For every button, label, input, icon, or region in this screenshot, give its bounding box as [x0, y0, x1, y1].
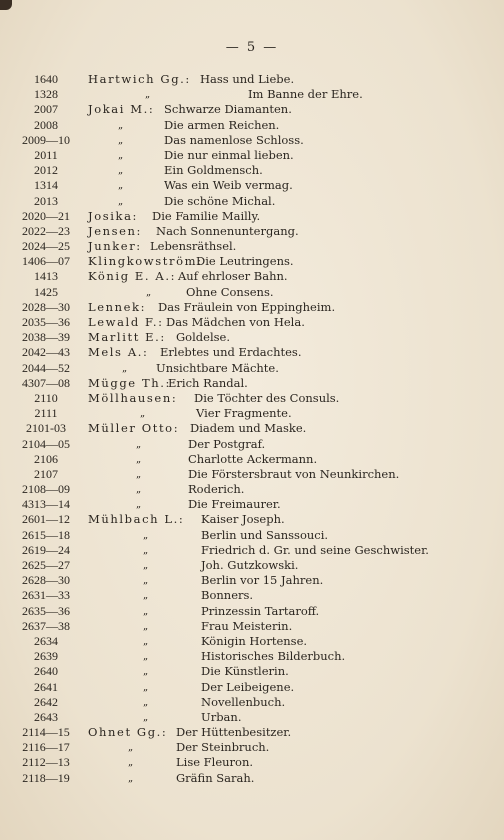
entry-title: Was ein Weib vermag. [164, 178, 293, 193]
entry-number: 1640 [34, 72, 58, 86]
entry-number: 2044—52 [22, 360, 70, 375]
list-item [0, 361, 504, 376]
list-item [0, 72, 504, 87]
entry-title: Urban. [201, 709, 242, 724]
ditto-mark: „ [136, 468, 142, 480]
entry-title: Frau Meisterin. [201, 618, 293, 633]
entry-title: Diadem und Maske. [190, 421, 307, 436]
list-item [0, 330, 504, 345]
entry-title: Erlebtes und Erdachtes. [160, 345, 302, 360]
entry-number: 2012 [34, 163, 58, 178]
entry-number: 2637—38 [22, 618, 70, 633]
entry-title: Die Künstlerin. [201, 664, 289, 679]
entry-author: Lennek: [88, 299, 147, 314]
entry-number: 2625—27 [22, 558, 70, 572]
ditto-mark: „ [143, 590, 149, 602]
list-item [0, 482, 504, 497]
entry-title: Der Leibeigene. [201, 679, 295, 694]
entry-title: Joh. Gutzkowski. [201, 558, 299, 572]
list-item [0, 467, 504, 482]
entry-number: 1314 [34, 178, 58, 193]
list-item [0, 604, 504, 619]
ditto-mark: „ [143, 544, 149, 556]
list-item [0, 163, 504, 178]
list-item [0, 725, 504, 740]
entry-number: 2106 [34, 451, 58, 466]
entry-title: Lebensräthsel. [150, 239, 237, 254]
entry-title: Gräfin Sarah. [176, 770, 255, 785]
entry-number: 2628—30 [22, 573, 70, 588]
entry-author: Mels A.: [88, 345, 149, 360]
entry-number: 2035—36 [22, 315, 70, 329]
entry-number: 2108—09 [22, 482, 70, 497]
ditto-mark: „ [143, 651, 149, 663]
entry-title: Prinzessin Tartaroff. [201, 603, 320, 618]
entry-number: 1328 [34, 87, 58, 102]
ditto-mark: „ [118, 134, 124, 146]
entry-title: Ein Goldmensch. [164, 163, 263, 178]
entry-author: Ohnet Gg.: [88, 725, 168, 740]
entry-title: Im Banne der Ehre. [248, 87, 363, 102]
list-item [0, 148, 504, 163]
catalog-list [0, 72, 504, 786]
list-item [0, 680, 504, 695]
entry-number: 1425 [34, 284, 58, 299]
entry-title: Schwarze Diamanten. [164, 102, 292, 117]
entry-number: 1406—07 [22, 254, 70, 269]
list-item [0, 87, 504, 102]
entry-title: Hass und Liebe. [200, 72, 295, 86]
entry-title: Berlin vor 15 Jahren. [201, 573, 324, 588]
entry-title: Das Mädchen von Hela. [166, 315, 305, 329]
entry-number: 2022—23 [22, 223, 70, 238]
entry-title: Das Fräulein von Eppingheim. [158, 299, 336, 314]
list-item [0, 102, 504, 117]
ditto-mark: „ [146, 286, 152, 298]
entry-title: Charlotte Ackermann. [188, 451, 318, 466]
entry-title: Der Steinbruch. [176, 740, 270, 755]
ditto-mark: „ [143, 711, 149, 723]
list-item [0, 376, 504, 391]
list-item [0, 421, 504, 436]
entry-title: Roderich. [188, 482, 245, 497]
entry-title: Lise Fleuron. [176, 755, 254, 770]
list-item [0, 573, 504, 588]
entry-title: Königin Hortense. [201, 633, 308, 648]
entry-number: 2118—19 [22, 770, 70, 785]
list-item [0, 528, 504, 543]
entry-number: 2028—30 [22, 299, 70, 314]
entry-title: Die Förstersbraut von Neunkirchen. [188, 466, 400, 481]
entry-number: 2101-03 [26, 421, 66, 436]
list-item [0, 391, 504, 406]
ditto-mark: „ [140, 408, 146, 420]
entry-number: 2008 [34, 117, 58, 132]
list-item [0, 194, 504, 209]
entry-title: Der Postgraf. [188, 436, 266, 451]
entry-number: 2635—36 [22, 603, 70, 618]
ditto-mark: „ [143, 605, 149, 617]
entry-title: Historisches Bilderbuch. [201, 649, 346, 664]
list-item [0, 649, 504, 664]
ditto-mark: „ [136, 453, 142, 465]
entry-title: Das namenlose Schloss. [164, 132, 304, 147]
entry-title: Unsichtbare Mächte. [156, 360, 279, 375]
ditto-mark: „ [143, 681, 149, 693]
entry-title: Auf ehrloser Bahn. [178, 269, 288, 284]
entry-number: 2104—05 [22, 436, 70, 451]
list-item [0, 558, 504, 573]
entry-title: Die Leutringens. [196, 254, 294, 269]
list-item [0, 118, 504, 133]
ditto-mark: „ [118, 195, 124, 207]
entry-title: Die Töchter des Consuls. [194, 390, 340, 405]
entry-title: Novellenbuch. [201, 694, 286, 709]
ditto-mark: „ [143, 529, 149, 541]
list-item [0, 497, 504, 512]
entry-author: Klingkowström: [88, 254, 203, 269]
entry-title: Erich Randal. [168, 375, 248, 390]
entry-title: Nach Sonnenuntergang. [156, 223, 299, 238]
ditto-mark: „ [143, 575, 149, 587]
entry-title: Kaiser Joseph. [201, 512, 285, 527]
list-item [0, 285, 504, 300]
entry-number: 4307—08 [22, 375, 70, 390]
ditto-mark: „ [118, 180, 124, 192]
entry-author: Junker: [88, 239, 142, 254]
list-item [0, 209, 504, 224]
entry-number: 2116—17 [22, 740, 70, 755]
ditto-mark: „ [143, 620, 149, 632]
list-item [0, 300, 504, 315]
entry-author: Hartwich Gg.: [88, 72, 191, 86]
entry-number: 2601—12 [22, 512, 70, 527]
entry-number: 2110 [34, 390, 58, 405]
list-item [0, 178, 504, 193]
list-item [0, 345, 504, 360]
entry-number: 2114—15 [22, 725, 70, 740]
entry-number: 2639 [34, 649, 58, 664]
entry-number: 2634 [34, 633, 58, 648]
entry-title: Die schöne Michal. [164, 193, 276, 208]
list-item [0, 710, 504, 725]
entry-number: 2643 [34, 709, 58, 724]
ditto-mark: „ [145, 89, 151, 101]
entry-number: 2038—39 [22, 330, 70, 345]
entry-title: Bonners. [201, 588, 254, 603]
ditto-mark: „ [118, 149, 124, 161]
list-item [0, 634, 504, 649]
entry-title: Berlin und Sanssouci. [201, 527, 329, 542]
list-item [0, 315, 504, 330]
entry-number: 2111 [34, 406, 58, 421]
ink-corner-mark [0, 0, 12, 10]
entry-number: 2020—21 [22, 208, 70, 223]
list-item [0, 452, 504, 467]
entry-author: Müller Otto: [88, 421, 180, 436]
ditto-mark: „ [128, 772, 134, 784]
ditto-mark: „ [136, 438, 142, 450]
entry-number: 2024—25 [22, 239, 70, 254]
list-item [0, 543, 504, 558]
entry-author: Jokai M.: [88, 102, 155, 117]
entry-number: 2619—24 [22, 542, 70, 557]
list-item [0, 406, 504, 421]
entry-title: Goldelse. [176, 330, 230, 345]
list-item [0, 512, 504, 527]
ditto-mark: „ [136, 484, 142, 496]
entry-author: Marlitt E.: [88, 330, 166, 345]
list-item [0, 269, 504, 284]
entry-title: Vier Fragmente. [196, 406, 292, 421]
list-item [0, 740, 504, 755]
entry-title: Die armen Reichen. [164, 117, 280, 132]
entry-number: 2631—33 [22, 588, 70, 603]
entry-author: Mügge Th.: [88, 375, 171, 390]
entry-number: 2615—18 [22, 527, 70, 542]
list-item [0, 224, 504, 239]
entry-title: Die Familie Mailly. [152, 208, 261, 223]
entry-number: 2112—13 [22, 755, 70, 770]
entry-number: 2642 [34, 694, 58, 709]
entry-number: 4313—14 [22, 497, 70, 512]
entry-author: Möllhausen: [88, 390, 178, 405]
ditto-mark: „ [128, 742, 134, 754]
entry-author: Mühlbach L.: [88, 512, 185, 527]
list-item [0, 771, 504, 786]
entry-number: 2011 [34, 147, 58, 162]
ditto-mark: „ [143, 635, 149, 647]
page-number: — 5 — [225, 40, 279, 55]
ditto-mark: „ [128, 757, 134, 769]
entry-author: Josika: [88, 208, 139, 223]
list-item [0, 588, 504, 603]
entry-number: 2042—43 [22, 345, 70, 360]
list-item [0, 133, 504, 148]
entry-number: 2641 [34, 679, 58, 694]
ditto-mark: „ [118, 119, 124, 131]
entry-title: Der Hüttenbesitzer. [176, 725, 292, 740]
ditto-mark: „ [122, 362, 128, 374]
list-item [0, 755, 504, 770]
list-item [0, 695, 504, 710]
entry-number: 2107 [34, 466, 58, 481]
entry-author: Lewald F.: [88, 315, 164, 329]
entry-title: Die Freimaurer. [188, 497, 281, 512]
entry-number: 2640 [34, 664, 58, 679]
entry-title: Die nur einmal lieben. [164, 147, 294, 162]
list-item [0, 619, 504, 634]
ditto-mark: „ [143, 560, 149, 571]
ditto-mark: „ [118, 165, 124, 177]
entry-number: 1413 [34, 269, 58, 284]
list-item [0, 437, 504, 452]
entry-number: 2007 [34, 102, 58, 117]
entry-number: 2013 [34, 193, 58, 208]
entry-number: 2009—10 [22, 132, 70, 147]
ditto-mark: „ [143, 666, 149, 678]
ditto-mark: „ [143, 696, 149, 708]
entry-title: Ohne Consens. [186, 284, 274, 299]
entry-title: Friedrich d. Gr. und seine Geschwister. [201, 542, 429, 557]
ditto-mark: „ [136, 499, 142, 511]
list-item [0, 254, 504, 269]
entry-author: König E. A.: [88, 269, 177, 284]
entry-author: Jensen: [88, 223, 143, 238]
list-item [0, 239, 504, 254]
list-item [0, 664, 504, 679]
